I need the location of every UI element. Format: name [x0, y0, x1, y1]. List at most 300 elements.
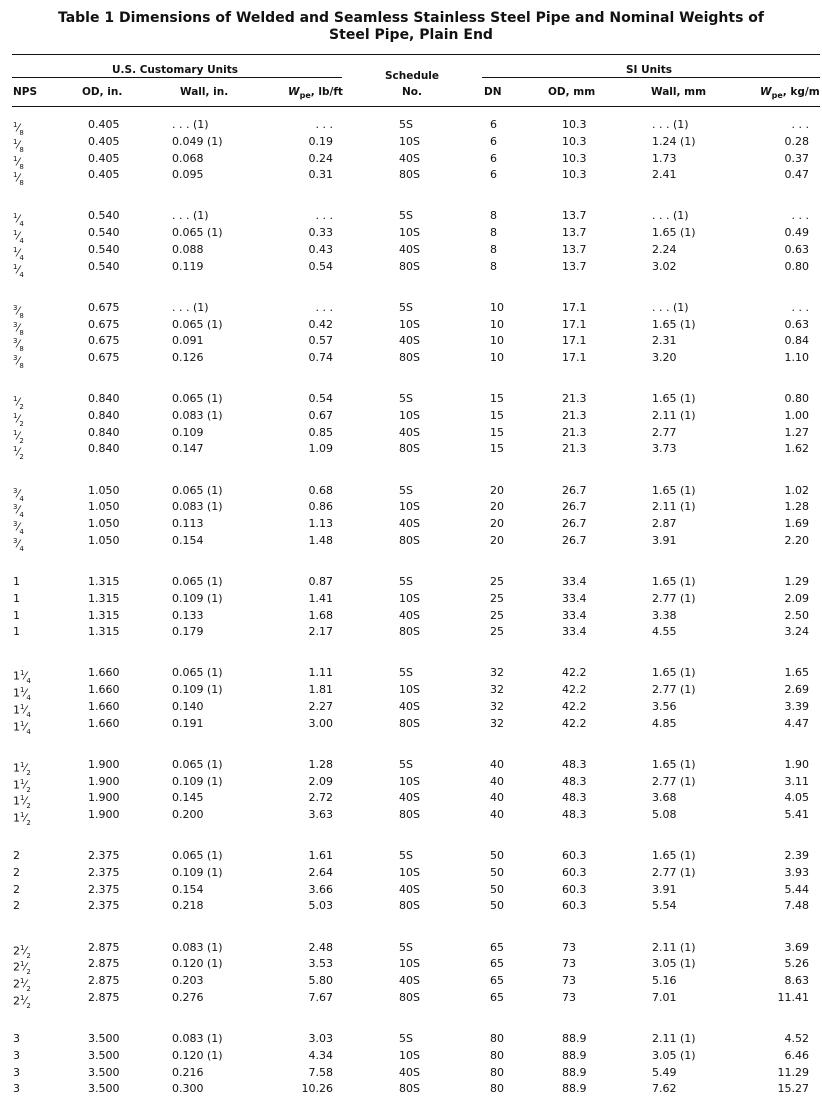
wpe-lbft-cell: 1.11 — [308, 666, 333, 680]
od-in-cell: 1.900 — [88, 757, 120, 771]
nps-cell: $^1⁄_4$ — [13, 245, 24, 262]
wpe-lbft-cell: 0.31 — [308, 168, 333, 182]
dn-header: DN — [484, 86, 502, 98]
od-in-cell: 0.840 — [88, 442, 120, 456]
nps-cell: 3 — [13, 1065, 20, 1079]
wpe-kgm-cell: . . . — [791, 118, 809, 131]
dn-cell: 50 — [490, 865, 504, 879]
od-in-cell: 1.660 — [88, 683, 120, 697]
wpe-kgm-cell: 2.69 — [784, 683, 809, 697]
wall-in-cell: 0.216 — [172, 1065, 204, 1079]
nps-cell: $1^1⁄_2$ — [13, 794, 31, 811]
schedule-cell: 40S — [399, 151, 420, 165]
wall-in-cell: 0.109 (1) — [172, 865, 223, 879]
nps-cell: $^3⁄_4$ — [13, 536, 24, 553]
wpe-kgm-cell: 15.27 — [777, 1082, 809, 1096]
nps-cell: 2 — [13, 899, 20, 913]
od-mm-cell: 48.3 — [562, 791, 587, 805]
od-mm-cell: 60.3 — [562, 865, 587, 879]
od-mm-cell: 33.4 — [562, 575, 587, 588]
wall-mm-cell: 2.77 (1) — [652, 591, 696, 605]
wall-mm-cell: 2.87 — [652, 517, 677, 531]
wall-in-cell: 0.083 (1) — [172, 1032, 223, 1045]
wall-in-cell: 0.065 (1) — [172, 226, 223, 240]
wall-in-cell: 0.133 — [172, 608, 204, 622]
nps-cell: $1^1⁄_4$ — [13, 719, 31, 736]
od-mm-cell: 10.3 — [562, 151, 587, 165]
wall-in-cell: 0.083 (1) — [172, 500, 223, 514]
wall-mm-cell: 2.24 — [652, 242, 677, 256]
od-in-cell: 1.315 — [88, 575, 120, 588]
dn-cell: 20 — [490, 533, 504, 547]
wpe-kgm-cell: 1.00 — [784, 408, 809, 422]
nps-cell: $^3⁄_8$ — [13, 303, 24, 320]
wall-in-cell: 0.145 — [172, 791, 204, 805]
wpe-kgm-cell: 0.80 — [784, 392, 809, 406]
od-mm-cell: 26.7 — [562, 500, 587, 514]
schedule-cell: 80S — [399, 899, 420, 913]
dn-cell: 8 — [490, 226, 497, 240]
dn-cell: 32 — [490, 716, 504, 730]
wpe-kgm-cell: 0.28 — [784, 134, 809, 148]
table-title-line2: Steel Pipe, Plain End — [329, 27, 493, 43]
wpe-kgm-header — [760, 85, 820, 103]
wall-in-cell: 0.065 (1) — [172, 317, 223, 331]
wall-in-cell: 0.065 (1) — [172, 757, 223, 771]
wall-mm-cell: 3.38 — [652, 608, 677, 622]
wall-in-cell: 0.109 (1) — [172, 774, 223, 788]
dn-cell: 8 — [490, 242, 497, 256]
dn-cell: 80 — [490, 1048, 504, 1062]
nps-cell: $1^1⁄_4$ — [13, 686, 31, 702]
od-mm-cell: 60.3 — [562, 899, 587, 913]
wall-mm-cell: 4.55 — [652, 625, 677, 639]
od-mm-cell: 17.1 — [562, 334, 587, 348]
wall-in-cell: 0.203 — [172, 974, 204, 988]
nps-cell: $1^1⁄_4$ — [13, 669, 31, 686]
wpe-lbft-cell: 7.67 — [308, 990, 333, 1004]
od-in-cell: 0.840 — [88, 425, 120, 439]
wpe-kgm-cell: 0.49 — [784, 226, 809, 240]
wall-in-cell: 0.083 (1) — [172, 940, 223, 954]
wall-in-cell: 0.126 — [172, 351, 204, 365]
wpe-lbft-cell: 0.68 — [308, 483, 333, 497]
wpe-kgm-cell: 3.11 — [784, 774, 809, 788]
schedule-cell: 10S — [399, 317, 420, 331]
od-in-cell: 0.675 — [88, 300, 120, 314]
us-group-rule — [12, 77, 342, 78]
wpe-kgm-cell: 7.48 — [784, 899, 809, 913]
wpe-lbft-cell: 0.42 — [308, 317, 333, 331]
wpe-lbft-cell: . . . — [315, 118, 333, 131]
wpe-lbft-cell: 0.85 — [308, 425, 333, 439]
dn-cell: 20 — [490, 483, 504, 497]
od-mm-cell: 42.2 — [562, 683, 587, 697]
wall-mm-cell: 1.65 (1) — [652, 575, 696, 588]
od-mm-cell: 48.3 — [562, 774, 587, 788]
schedule-cell: 80S — [399, 442, 420, 456]
wpe-lbft-cell: 3.66 — [308, 882, 333, 896]
wall-mm-cell: 2.31 — [652, 334, 677, 348]
wall-mm-cell: 3.02 — [652, 259, 677, 273]
dn-cell: 6 — [490, 118, 497, 131]
wpe-lbft-cell: 5.80 — [308, 974, 333, 988]
schedule-cell: 40S — [399, 334, 420, 348]
si-group-rule — [482, 77, 820, 78]
od-in-cell: 2.375 — [88, 849, 120, 863]
wall-mm-cell: 1.65 (1) — [652, 317, 696, 331]
dn-cell: 20 — [490, 500, 504, 514]
od-mm-cell: 48.3 — [562, 757, 587, 771]
schedule-cell: 40S — [399, 242, 420, 256]
od-in-cell: 2.875 — [88, 990, 120, 1004]
wpe-subscript: pe — [299, 91, 311, 101]
dn-cell: 15 — [490, 442, 504, 456]
od-in-cell: 0.675 — [88, 351, 120, 365]
wall-in-cell: . . . (1) — [172, 118, 209, 131]
schedule-cell: 80S — [399, 1082, 420, 1096]
dn-cell: 8 — [490, 209, 497, 223]
dn-cell: 32 — [490, 683, 504, 697]
wpe-kgm-cell: 8.63 — [784, 974, 809, 988]
nps-cell: $^1⁄_4$ — [13, 262, 24, 279]
od-in-cell: 0.840 — [88, 408, 120, 422]
dn-cell: 40 — [490, 774, 504, 788]
wpe-lbft-unit: , lb/ft — [310, 86, 343, 98]
od-in-cell: 3.500 — [88, 1032, 120, 1045]
od-mm-cell: 33.4 — [562, 608, 587, 622]
od-mm-cell: 21.3 — [562, 392, 587, 406]
wall-in-cell: 0.088 — [172, 242, 204, 256]
od-in-cell: 1.050 — [88, 483, 120, 497]
schedule-cell: 5S — [399, 849, 413, 863]
schedule-cell: 5S — [399, 483, 413, 497]
wpe-kgm-cell: 3.93 — [784, 865, 809, 879]
nps-cell: $^3⁄_8$ — [13, 320, 24, 337]
dn-cell: 10 — [490, 317, 504, 331]
nps-cell: $^1⁄_4$ — [13, 212, 24, 229]
od-in-cell: 1.315 — [88, 625, 120, 639]
od-mm-cell: 73 — [562, 940, 576, 954]
wpe-symbol: W — [288, 86, 300, 98]
schedule-cell: 10S — [399, 226, 420, 240]
wall-mm-cell: 1.65 (1) — [652, 666, 696, 680]
od-mm-header: OD, mm — [548, 86, 596, 98]
nps-cell: $^1⁄_2$ — [13, 445, 24, 462]
wpe-lbft-cell: 0.43 — [308, 242, 333, 256]
od-in-cell: 2.375 — [88, 899, 120, 913]
nps-cell: $^1⁄_2$ — [13, 428, 24, 445]
dn-cell: 32 — [490, 699, 504, 713]
header-rule — [12, 106, 820, 107]
dn-cell: 10 — [490, 334, 504, 348]
wall-in-cell: 0.065 (1) — [172, 575, 223, 588]
wall-mm-cell: 2.77 — [652, 425, 677, 439]
wpe-lbft-cell: . . . — [315, 209, 333, 223]
nps-cell: $^1⁄_8$ — [13, 154, 24, 171]
wpe-kgm-cell: 1.69 — [784, 517, 809, 531]
dn-cell: 20 — [490, 517, 504, 531]
od-in-cell: 3.500 — [88, 1082, 120, 1096]
wall-in-cell: 0.065 (1) — [172, 666, 223, 680]
nps-cell: 1 — [13, 591, 20, 605]
nps-cell: $2^1⁄_2$ — [13, 993, 31, 1010]
wpe-kgm-cell: 0.63 — [784, 242, 809, 256]
wpe-kgm-cell: 0.63 — [784, 317, 809, 331]
schedule-cell: 10S — [399, 865, 420, 879]
wall-mm-cell: 1.24 (1) — [652, 134, 696, 148]
dn-cell: 10 — [490, 351, 504, 365]
wpe-lbft-cell: 2.17 — [308, 625, 333, 639]
wall-in-cell: 0.120 (1) — [172, 957, 223, 971]
schedule-cell: 5S — [399, 1032, 413, 1045]
wpe-kgm-cell: 11.41 — [777, 990, 809, 1004]
od-in-cell: 2.375 — [88, 865, 120, 879]
dn-cell: 6 — [490, 151, 497, 165]
schedule-cell: 5S — [399, 392, 413, 406]
od-in-cell: 0.405 — [88, 168, 120, 182]
od-mm-cell: 21.3 — [562, 408, 587, 422]
wpe-kgm-cell: 3.69 — [784, 940, 809, 954]
nps-cell: $^1⁄_2$ — [13, 395, 24, 412]
wpe-kgm-cell: 1.28 — [784, 500, 809, 514]
wall-mm-cell: 5.16 — [652, 974, 677, 988]
wall-in-cell: 0.065 (1) — [172, 849, 223, 863]
wall-mm-cell: 4.85 — [652, 716, 677, 730]
wall-in-header: Wall, in. — [180, 86, 229, 98]
od-mm-cell: 42.2 — [562, 716, 587, 730]
wall-in-cell: 0.140 — [172, 699, 204, 713]
schedule-cell: 80S — [399, 716, 420, 730]
nps-cell: $1^1⁄_4$ — [13, 702, 31, 719]
schedule-cell: 80S — [399, 808, 420, 822]
wpe-kgm-cell: 5.44 — [784, 882, 809, 896]
wpe-lbft-cell: 2.72 — [308, 791, 333, 805]
wall-in-cell: 0.113 — [172, 517, 204, 531]
od-mm-cell: 13.7 — [562, 226, 587, 240]
wall-in-cell: 0.109 (1) — [172, 683, 223, 697]
od-mm-cell: 48.3 — [562, 808, 587, 822]
wall-mm-cell: 3.91 — [652, 533, 677, 547]
wpe-subscript-si: pe — [771, 91, 783, 101]
wall-in-cell: 0.276 — [172, 990, 204, 1004]
wall-mm-cell: 3.05 (1) — [652, 1048, 696, 1062]
dn-cell: 6 — [490, 168, 497, 182]
wall-in-cell: 0.109 (1) — [172, 591, 223, 605]
wpe-lbft-cell: 1.13 — [308, 517, 333, 531]
wall-in-cell: 0.068 — [172, 151, 204, 165]
si-units-group-header: SI Units — [626, 64, 672, 76]
wall-mm-header: Wall, mm — [651, 86, 707, 98]
od-in-cell: 2.875 — [88, 957, 120, 971]
od-mm-cell: 10.3 — [562, 134, 587, 148]
nps-cell: $^3⁄_8$ — [13, 337, 24, 354]
schedule-cell: 5S — [399, 209, 413, 223]
dn-cell: 15 — [490, 408, 504, 422]
wall-mm-cell: 3.91 — [652, 882, 677, 896]
od-mm-cell: 33.4 — [562, 591, 587, 605]
wpe-lbft-cell: 2.64 — [308, 865, 333, 879]
wall-mm-cell: 2.77 (1) — [652, 865, 696, 879]
dn-cell: 65 — [490, 990, 504, 1004]
od-in-cell: 1.900 — [88, 791, 120, 805]
wpe-lbft-cell: 2.27 — [308, 699, 333, 713]
dn-cell: 65 — [490, 957, 504, 971]
nps-cell: 3 — [13, 1082, 20, 1096]
nps-cell: $2^1⁄_2$ — [13, 960, 31, 977]
dn-cell: 15 — [490, 392, 504, 406]
wpe-lbft-header — [288, 85, 343, 103]
od-mm-cell: 42.2 — [562, 666, 587, 680]
wpe-lbft-cell: 3.00 — [308, 716, 333, 730]
od-mm-cell: 26.7 — [562, 517, 587, 531]
schedule-cell: 10S — [399, 134, 420, 148]
nps-cell: $^3⁄_4$ — [13, 486, 24, 503]
wpe-kgm-cell: 2.20 — [784, 533, 809, 547]
od-mm-cell: 88.9 — [562, 1048, 587, 1062]
schedule-cell: 10S — [399, 1048, 420, 1062]
wpe-lbft-cell: 0.57 — [308, 334, 333, 348]
wpe-lbft-cell: 0.54 — [308, 392, 333, 406]
od-mm-cell: 42.2 — [562, 699, 587, 713]
nps-cell: 1 — [13, 608, 20, 622]
wpe-lbft-cell: . . . — [315, 300, 333, 314]
dn-cell: 25 — [490, 625, 504, 639]
wall-in-cell: 0.095 — [172, 168, 204, 182]
dn-cell: 80 — [490, 1065, 504, 1079]
wall-mm-cell: 3.05 (1) — [652, 957, 696, 971]
nps-cell: 1 — [13, 575, 20, 588]
od-in-cell: 0.675 — [88, 334, 120, 348]
schedule-cell: 10S — [399, 774, 420, 788]
schedule-cell: 40S — [399, 699, 420, 713]
od-in-cell: 1.660 — [88, 716, 120, 730]
od-mm-cell: 10.3 — [562, 118, 587, 131]
wpe-lbft-cell: 3.03 — [308, 1032, 333, 1045]
od-in-cell: 1.050 — [88, 500, 120, 514]
wall-in-cell: 0.200 — [172, 808, 204, 822]
schedule-cell: 80S — [399, 259, 420, 273]
wpe-lbft-cell: 0.74 — [308, 351, 333, 365]
wpe-lbft-cell: 1.41 — [308, 591, 333, 605]
od-in-cell: 2.875 — [88, 974, 120, 988]
wall-mm-cell: 2.11 (1) — [652, 940, 696, 954]
od-mm-cell: 10.3 — [562, 168, 587, 182]
od-mm-cell: 13.7 — [562, 242, 587, 256]
od-in-cell: 0.540 — [88, 209, 120, 223]
wpe-lbft-cell: 7.58 — [308, 1065, 333, 1079]
schedule-cell: 5S — [399, 300, 413, 314]
wpe-lbft-cell: 1.81 — [308, 683, 333, 697]
od-mm-cell: 26.7 — [562, 533, 587, 547]
wpe-lbft-cell: 2.09 — [308, 774, 333, 788]
od-mm-cell: 13.7 — [562, 209, 587, 223]
wpe-kgm-cell: 0.84 — [784, 334, 809, 348]
wpe-kgm-cell: 1.29 — [784, 575, 809, 588]
wpe-lbft-cell: 0.87 — [308, 575, 333, 588]
wpe-lbft-cell: 0.19 — [308, 134, 333, 148]
wpe-lbft-cell: 0.24 — [308, 151, 333, 165]
od-mm-cell: 73 — [562, 990, 576, 1004]
wall-mm-cell: . . . (1) — [652, 300, 689, 314]
wall-in-cell: 0.154 — [172, 882, 204, 896]
wall-in-cell: 0.109 — [172, 425, 204, 439]
wpe-symbol-si: W — [760, 86, 772, 98]
od-in-cell: 2.875 — [88, 940, 120, 954]
nps-cell: $1^1⁄_2$ — [13, 760, 31, 777]
dn-cell: 8 — [490, 259, 497, 273]
nps-cell: $2^1⁄_2$ — [13, 977, 31, 993]
wpe-lbft-cell: 1.61 — [308, 849, 333, 863]
wpe-lbft-cell: 1.68 — [308, 608, 333, 622]
wall-mm-cell: 2.11 (1) — [652, 408, 696, 422]
wpe-lbft-cell: 3.53 — [308, 957, 333, 971]
od-in-cell: 1.660 — [88, 699, 120, 713]
od-mm-cell: 88.9 — [562, 1065, 587, 1079]
od-in-cell: 1.900 — [88, 774, 120, 788]
wall-in-cell: 0.065 (1) — [172, 392, 223, 406]
table-title-line1: Table 1 Dimensions of Welded and Seamless Stainless Steel Pipe and Nominal Weights of — [57, 10, 765, 26]
schedule-cell: 40S — [399, 425, 420, 439]
wpe-kgm-cell: 4.05 — [784, 791, 809, 805]
schedule-cell: 80S — [399, 168, 420, 182]
dn-cell: 40 — [490, 791, 504, 805]
wpe-lbft-cell: 0.54 — [308, 259, 333, 273]
schedule-cell: 40S — [399, 1065, 420, 1079]
dn-cell: 15 — [490, 425, 504, 439]
wall-in-cell: 0.218 — [172, 899, 204, 913]
wpe-kgm-cell: 0.37 — [784, 151, 809, 165]
wall-mm-cell: 3.56 — [652, 699, 677, 713]
od-in-cell: 1.660 — [88, 666, 120, 680]
wpe-lbft-cell: 1.28 — [308, 757, 333, 771]
od-in-cell: 1.050 — [88, 533, 120, 547]
dn-cell: 25 — [490, 575, 504, 588]
od-in-cell: 3.500 — [88, 1065, 120, 1079]
top-rule — [12, 54, 820, 55]
od-mm-cell: 60.3 — [562, 849, 587, 863]
od-in-cell: 1.315 — [88, 591, 120, 605]
dn-cell: 25 — [490, 608, 504, 622]
wpe-kgm-cell: 1.65 — [784, 666, 809, 680]
wall-in-cell: 0.065 (1) — [172, 483, 223, 497]
dn-cell: 50 — [490, 899, 504, 913]
od-mm-cell: 17.1 — [562, 317, 587, 331]
dn-cell: 65 — [490, 974, 504, 988]
wall-mm-cell: 2.11 (1) — [652, 500, 696, 514]
wall-mm-cell: 5.08 — [652, 808, 677, 822]
wpe-kgm-cell: 6.46 — [784, 1048, 809, 1062]
od-in-cell: 1.050 — [88, 517, 120, 531]
wall-mm-cell: 1.65 (1) — [652, 226, 696, 240]
wall-mm-cell: . . . (1) — [652, 209, 689, 223]
wall-mm-cell: 1.65 (1) — [652, 757, 696, 771]
schedule-cell: 40S — [399, 517, 420, 531]
schedule-cell: 40S — [399, 974, 420, 988]
od-in-cell: 0.540 — [88, 226, 120, 240]
nps-cell: 2 — [13, 865, 20, 879]
wpe-kgm-cell: . . . — [791, 209, 809, 223]
nps-cell: 2 — [13, 882, 20, 896]
schedule-cell: 80S — [399, 351, 420, 365]
nps-cell: $^1⁄_8$ — [13, 137, 24, 154]
od-in-cell: 0.840 — [88, 392, 120, 406]
schedule-header-line2: No. — [402, 86, 422, 98]
wall-in-cell: 0.083 (1) — [172, 408, 223, 422]
wpe-lbft-cell: 3.63 — [308, 808, 333, 822]
wpe-kgm-cell: 1.10 — [784, 351, 809, 365]
nps-cell: $^1⁄_4$ — [13, 229, 24, 245]
